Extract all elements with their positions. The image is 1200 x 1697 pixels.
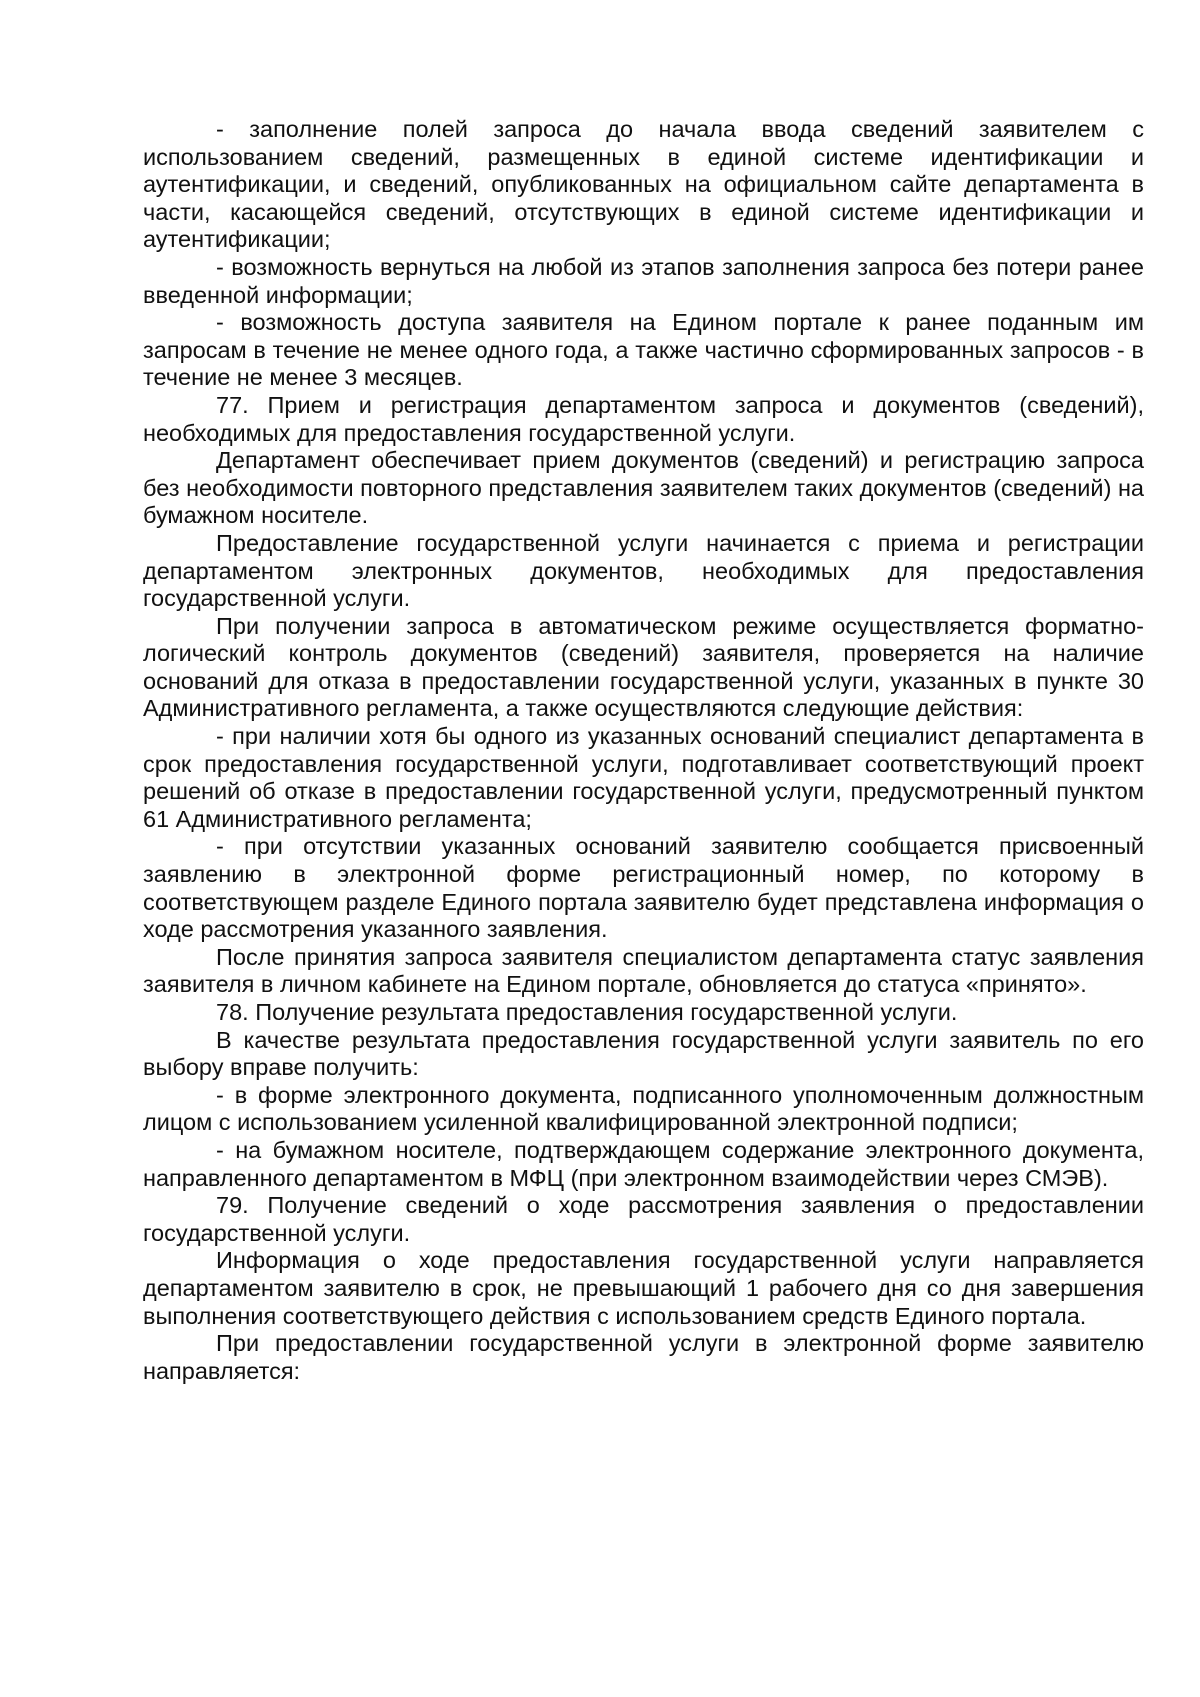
paragraph-electronic-form-sent: При предоставлении государственной услуги в электронной форме заявителю направляется:: [143, 1330, 1144, 1384]
paragraph-paper-document: - на бумажном носителе, подтверждающем содержание электронного документа, направленного департаментом в МФЦ (при электронном взаимодействии через СМЭВ).: [143, 1136, 1144, 1191]
paragraph-progress-information: Информация о ходе предоставления государственной услуги направляется департаментом заявителю в срок, не превышающий 1 рабочего дня со дня завершения выполнения соответствующего действия с использованием средств Единого портала.: [143, 1247, 1144, 1329]
paragraph-access-requests: - возможность доступа заявителя на Едином портале к ранее поданным им запросам в течение не менее одного года, а также частично сформированных запросов - в течение не менее 3 месяцев.: [143, 309, 1144, 391]
paragraph-status-accepted: После принятия запроса заявителя специалистом департамента статус заявления заявителя в личном кабинете на Едином портале, обновляется до статуса «принято».: [143, 943, 1144, 998]
document-page: [143, 116, 1144, 1385]
paragraph-result-choice: В качестве результата предоставления государственной услуги заявитель по его выбору вправе получить:: [143, 1026, 1144, 1081]
paragraph-item-77: 77. Прием и регистрация департаментом запроса и документов (сведений), необходимых для предоставления государственной услуги.: [143, 391, 1144, 446]
paragraph-item-79: 79. Получение сведений о ходе рассмотрения заявления о предоставлении государственной услуги.: [143, 1192, 1144, 1246]
paragraph-refusal-grounds: - при наличии хотя бы одного из указанных оснований специалист департамента в срок предоставления государственной услуги, подготавливает соответствующий проект решений об отказе в предоставлении государственной услуги, предусмотренный пунктом 61 Административного регламента;: [143, 723, 1144, 832]
paragraph-no-refusal-grounds: - при отсутствии указанных оснований заявителю сообщается присвоенный заявлению в электронной форме регистрационный номер, по которому в соответствующем разделе Единого портала заявителю будет представлена информация о ходе рассмотрения указанного заявления.: [143, 833, 1144, 943]
paragraph-service-start: Предоставление государственной услуги начинается с приема и регистрации департаментом электронных документов, необходимых для предоставления государственной услуги.: [143, 529, 1144, 612]
paragraph-electronic-document: - в форме электронного документа, подписанного уполномоченным должностным лицом с использованием усиленной квалифицированной электронной подписи;: [143, 1081, 1144, 1136]
paragraph-department-receipt: Департамент обеспечивает прием документов (сведений) и регистрацию запроса без необходимости повторного представления заявителем таких документов (сведений) на бумажном носителе.: [143, 447, 1144, 529]
paragraph-return-to-step: - возможность вернуться на любой из этапов заполнения запроса без потери ранее введенной информации;: [143, 253, 1144, 308]
paragraph-item-78: 78. Получение результата предоставления государственной услуги.: [216, 999, 958, 1025]
paragraph-fill-fields: - заполнение полей запроса до начала ввода сведений заявителем с использованием сведений, размещенных в единой системе идентификации и аутентификации, и сведений, опубликованных на официальном сайте департамента в части, касающейся сведений, отсутствующих в единой системе идентификации и аутентификации;: [143, 116, 1144, 253]
paragraph-automatic-control: При получении запроса в автоматическом режиме осуществляется форматно-логический контроль документов (сведений) заявителя, проверяется на наличие оснований для отказа в предоставлении государственной услуги, указанных в пункте 30 Административного регламента, а также осуществляются следующие действия:: [143, 612, 1144, 722]
